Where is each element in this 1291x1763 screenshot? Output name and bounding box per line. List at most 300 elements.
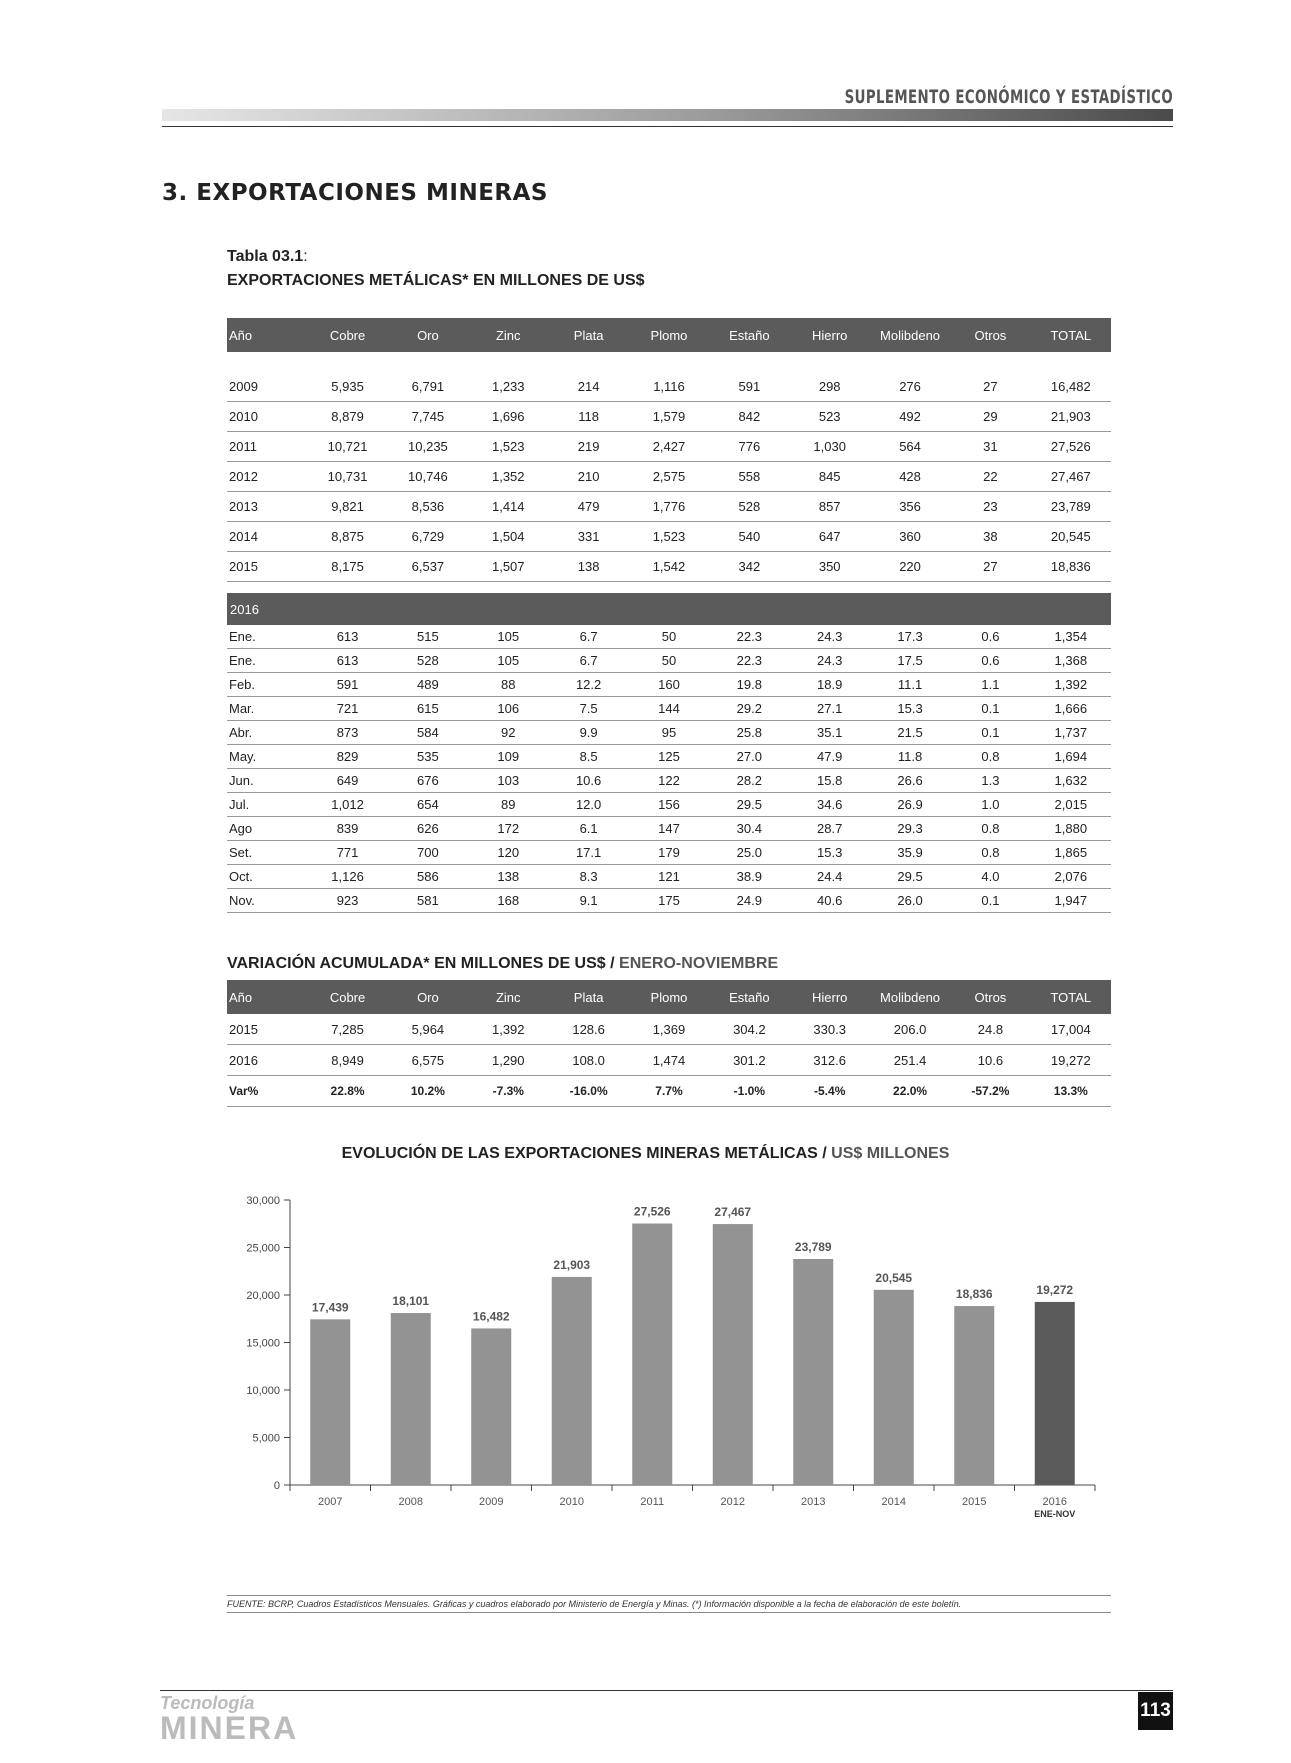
x-tick-label: 2011: [640, 1496, 665, 1508]
table-cell: 103: [468, 769, 548, 793]
table-cell: 2010: [227, 402, 307, 432]
exports-bar-chart: [0, 1180, 1291, 1540]
table-cell: 7.7%: [629, 1076, 709, 1107]
table-cell: 654: [388, 793, 468, 817]
table-cell: 923: [307, 889, 387, 913]
table-cell: 220: [870, 552, 950, 582]
table-cell: 120: [468, 841, 548, 865]
bar-value-label: 21,903: [553, 1257, 591, 1272]
table-cell: 106: [468, 697, 548, 721]
table-cell: 1,507: [468, 552, 548, 582]
table-cell: 2009: [227, 372, 307, 402]
table-cell: -57.2%: [950, 1076, 1030, 1107]
table-cell: 105: [468, 625, 548, 649]
table-cell: 15.3: [870, 697, 950, 721]
table-cell: 6.7: [548, 625, 628, 649]
table-row: [227, 817, 1111, 841]
table-cell: 27: [950, 372, 1030, 402]
table-row: [227, 649, 1111, 673]
table-cell: 31: [950, 432, 1030, 462]
table-cell: 2,427: [629, 432, 709, 462]
column-header: Año: [227, 318, 307, 352]
table-cell: 26.0: [870, 889, 950, 913]
table-cell: 10.6: [950, 1045, 1030, 1076]
table-cell: 1,392: [468, 1014, 548, 1045]
table-cell: 206.0: [870, 1014, 950, 1045]
table-cell: 845: [790, 462, 870, 492]
table-cell: 179: [629, 841, 709, 865]
y-tick-label: 25,000: [246, 1242, 280, 1255]
bar-value-label: 18,836: [955, 1287, 993, 1302]
spacer-row: [227, 352, 1111, 372]
y-tick-label: 5,000: [252, 1432, 280, 1445]
table-cell: 540: [709, 522, 789, 552]
variation-table: [227, 980, 1111, 1107]
brand-logo-line1: Tecnología: [160, 1693, 255, 1713]
table-cell: 8,175: [307, 552, 387, 582]
table-cell: 25.0: [709, 841, 789, 865]
table-cell: 214: [548, 372, 628, 402]
table-cell: 5,964: [388, 1014, 468, 1045]
column-header: Plomo: [629, 980, 709, 1014]
bar-value-label: 19,272: [1036, 1282, 1074, 1297]
table-cell: 22.3: [709, 625, 789, 649]
table-row: [227, 1045, 1111, 1076]
bar-value-label: 23,789: [794, 1240, 832, 1255]
table-row: [227, 432, 1111, 462]
variation-title-separator: /: [605, 955, 620, 972]
source-note: FUENTE: BCRP, Cuadros Estadísticos Mensuales. Gráficas y cuadros elaborado por Ministerio de Energía y Minas. (*) Información disponible a la fecha de elaboración de este boletín.: [227, 1595, 1111, 1613]
table-cell: 6,729: [388, 522, 468, 552]
table-cell: 776: [709, 432, 789, 462]
table-cell: May.: [227, 745, 307, 769]
table-cell: 1.1: [950, 673, 1030, 697]
bar: [713, 1224, 753, 1485]
table-cell: 25.8: [709, 721, 789, 745]
x-tick-label: 2008: [398, 1496, 423, 1508]
table-cell: 26.9: [870, 793, 950, 817]
table-cell: 1,354: [1031, 625, 1111, 649]
table-cell: -1.0%: [709, 1076, 789, 1107]
table-cell: 528: [709, 492, 789, 522]
table-cell: 304.2: [709, 1014, 789, 1045]
column-header: Cobre: [307, 318, 387, 352]
table-cell: 331: [548, 522, 628, 552]
table-cell: 1,030: [790, 432, 870, 462]
table-row: [227, 769, 1111, 793]
table-cell: 4.0: [950, 865, 1030, 889]
chart-title-main: EVOLUCIÓN DE LAS EXPORTACIONES MINERAS METÁLICAS: [341, 1145, 818, 1162]
table-cell: 24.3: [790, 649, 870, 673]
bar: [793, 1259, 833, 1485]
table-cell: 479: [548, 492, 628, 522]
table-cell: 28.2: [709, 769, 789, 793]
table-cell: -16.0%: [548, 1076, 628, 1107]
table-row: [227, 697, 1111, 721]
table-cell: 28.7: [790, 817, 870, 841]
table-cell: 301.2: [709, 1045, 789, 1076]
table-cell: 8,949: [307, 1045, 387, 1076]
spacer-cell: [227, 352, 1111, 372]
y-tick-label: 30,000: [246, 1195, 280, 1207]
table-row: [227, 625, 1111, 649]
table-row: [227, 793, 1111, 817]
table-cell: 24.4: [790, 865, 870, 889]
table-cell: 38: [950, 522, 1030, 552]
column-header: Plomo: [629, 318, 709, 352]
table-cell: 276: [870, 372, 950, 402]
column-header: Estaño: [709, 318, 789, 352]
table-cell: 2012: [227, 462, 307, 492]
table-cell: 29.5: [709, 793, 789, 817]
table-cell: 1,523: [468, 432, 548, 462]
table-row: [227, 402, 1111, 432]
table-cell: 564: [870, 432, 950, 462]
table-cell: 312.6: [790, 1045, 870, 1076]
table-cell: 121: [629, 865, 709, 889]
table-cell: 27: [950, 552, 1030, 582]
table-cell: 89: [468, 793, 548, 817]
table-cell: 168: [468, 889, 548, 913]
table-cell: Oct.: [227, 865, 307, 889]
bar-value-label: 27,526: [633, 1204, 671, 1219]
table-cell: 2,015: [1031, 793, 1111, 817]
table-cell: 0.6: [950, 625, 1030, 649]
table-cell: 6.1: [548, 817, 628, 841]
table-cell: 19,272: [1031, 1045, 1111, 1076]
bar-value-label: 17,439: [311, 1300, 349, 1315]
bar-value-label: 27,467: [714, 1205, 752, 1220]
table-cell: 842: [709, 402, 789, 432]
column-header: Otros: [950, 318, 1030, 352]
table-row: [227, 865, 1111, 889]
table-cell: 1,504: [468, 522, 548, 552]
header-gradient-bar: [162, 109, 1173, 121]
chart-title: [0, 1145, 1291, 1163]
table-cell: 7,745: [388, 402, 468, 432]
table-cell: 156: [629, 793, 709, 817]
table-cell: 50: [629, 649, 709, 673]
table-cell: 356: [870, 492, 950, 522]
table-cell: 528: [388, 649, 468, 673]
table-cell: 591: [307, 673, 387, 697]
table-cell: 138: [548, 552, 628, 582]
table-cell: 10,235: [388, 432, 468, 462]
table-row: [227, 889, 1111, 913]
y-tick-label: 15,000: [246, 1337, 280, 1350]
table-cell: 122: [629, 769, 709, 793]
table-row: [227, 372, 1111, 402]
table-cell: 626: [388, 817, 468, 841]
bar: [874, 1290, 914, 1485]
bar: [552, 1277, 592, 1485]
bar: [310, 1319, 350, 1485]
table-cell: 1,542: [629, 552, 709, 582]
table-cell: 360: [870, 522, 950, 552]
table-cell: 22: [950, 462, 1030, 492]
table-cell: 12.0: [548, 793, 628, 817]
table-cell: Var%: [227, 1076, 307, 1107]
x-tick-label: 2016: [1042, 1496, 1067, 1508]
variation-title-main: VARIACIÓN ACUMULADA* EN MILLONES DE US$: [227, 955, 606, 972]
table-cell: -5.4%: [790, 1076, 870, 1107]
table-cell: 1,116: [629, 372, 709, 402]
column-header: Estaño: [709, 980, 789, 1014]
table-cell: 30.4: [709, 817, 789, 841]
table-cell: 1,632: [1031, 769, 1111, 793]
table-cell: 676: [388, 769, 468, 793]
table-cell: 535: [388, 745, 468, 769]
table-cell: 22.3: [709, 649, 789, 673]
table-cell: 17.5: [870, 649, 950, 673]
table-cell: 649: [307, 769, 387, 793]
table-cell: 515: [388, 625, 468, 649]
table-cell: 2,076: [1031, 865, 1111, 889]
column-header: Oro: [388, 980, 468, 1014]
table-cell: 35.9: [870, 841, 950, 865]
table-cell: 558: [709, 462, 789, 492]
page-number: 113: [1138, 1692, 1173, 1730]
table-cell: 8,879: [307, 402, 387, 432]
table-cell: 9.9: [548, 721, 628, 745]
table-cell: 29.2: [709, 697, 789, 721]
table-cell: 1,523: [629, 522, 709, 552]
table-cell: 839: [307, 817, 387, 841]
table-cell: Ago: [227, 817, 307, 841]
table-cell: 1,012: [307, 793, 387, 817]
table-cell: 88: [468, 673, 548, 697]
table-cell: 50: [629, 625, 709, 649]
table-cell: 613: [307, 625, 387, 649]
table-cell: 6,537: [388, 552, 468, 582]
table-cell: 350: [790, 552, 870, 582]
column-header: Cobre: [307, 980, 387, 1014]
table-cell: 1,290: [468, 1045, 548, 1076]
column-header: Plata: [548, 980, 628, 1014]
table-cell: 1,368: [1031, 649, 1111, 673]
table-row: [227, 1076, 1111, 1107]
x-tick-label: 2012: [720, 1496, 745, 1508]
column-header: TOTAL: [1031, 980, 1111, 1014]
table-cell: 0.6: [950, 649, 1030, 673]
table-cell: 108.0: [548, 1045, 628, 1076]
footer-divider: [160, 1690, 1173, 1691]
table-cell: 1,414: [468, 492, 548, 522]
table-cell: 15.3: [790, 841, 870, 865]
x-tick-label: 2014: [881, 1496, 906, 1508]
brand-logo-line2: MINERA: [160, 1710, 299, 1746]
table-cell: 857: [790, 492, 870, 522]
table-cell: 1,392: [1031, 673, 1111, 697]
table-row: [227, 1014, 1111, 1045]
column-header: Hierro: [790, 318, 870, 352]
table-cell: 160: [629, 673, 709, 697]
table-caption: [227, 248, 645, 290]
table-cell: 615: [388, 697, 468, 721]
table-cell: 11.1: [870, 673, 950, 697]
table-cell: 27.1: [790, 697, 870, 721]
table-cell: 1,947: [1031, 889, 1111, 913]
table-cell: 0.1: [950, 721, 1030, 745]
table-row: [227, 841, 1111, 865]
table-cell: 2015: [227, 1014, 307, 1045]
table-cell: 2014: [227, 522, 307, 552]
table-cell: 251.4: [870, 1045, 950, 1076]
table-cell: 8,536: [388, 492, 468, 522]
table-cell: 147: [629, 817, 709, 841]
table-cell: 10.6: [548, 769, 628, 793]
table-cell: 873: [307, 721, 387, 745]
column-header: Oro: [388, 318, 468, 352]
table-cell: 26.6: [870, 769, 950, 793]
table-cell: 586: [388, 865, 468, 889]
table-cell: 5,935: [307, 372, 387, 402]
table-cell: 109: [468, 745, 548, 769]
table-cell: 6,575: [388, 1045, 468, 1076]
table-cell: 9,821: [307, 492, 387, 522]
table-cell: 219: [548, 432, 628, 462]
bar: [471, 1328, 511, 1485]
table-cell: 35.1: [790, 721, 870, 745]
supplement-title: SUPLEMENTO ECONÓMICO Y ESTADÍSTICO: [844, 86, 1173, 108]
table-cell: 0.1: [950, 697, 1030, 721]
table-cell: 92: [468, 721, 548, 745]
table-cell: 18,836: [1031, 552, 1111, 582]
table-cell: 298: [790, 372, 870, 402]
table-cell: 12.2: [548, 673, 628, 697]
table-cell: 144: [629, 697, 709, 721]
table-cell: 17,004: [1031, 1014, 1111, 1045]
table-cell: 138: [468, 865, 548, 889]
bar: [1035, 1302, 1075, 1485]
column-header: Otros: [950, 980, 1030, 1014]
table-cell: 523: [790, 402, 870, 432]
column-header: Plata: [548, 318, 628, 352]
variation-title-period: ENERO-NOVIEMBRE: [619, 955, 779, 972]
bar: [632, 1224, 672, 1485]
x-tick-label: 2009: [479, 1496, 504, 1508]
table-cell: 647: [790, 522, 870, 552]
table-cell: 175: [629, 889, 709, 913]
table-cell: 6,791: [388, 372, 468, 402]
table-cell: 2013: [227, 492, 307, 522]
table-cell: 581: [388, 889, 468, 913]
table-cell: 27,526: [1031, 432, 1111, 462]
table-cell: Ene.: [227, 649, 307, 673]
table-cell: 591: [709, 372, 789, 402]
table-cell: 11.8: [870, 745, 950, 769]
table-cell: 342: [709, 552, 789, 582]
table-cell: 2015: [227, 552, 307, 582]
y-tick-label: 10,000: [246, 1385, 280, 1397]
table-cell: 0.1: [950, 889, 1030, 913]
table-cell: 24.9: [709, 889, 789, 913]
table-cell: 10,731: [307, 462, 387, 492]
chart-title-unit: US$ MILLONES: [831, 1145, 950, 1162]
table-cell: 7,285: [307, 1014, 387, 1045]
bar-value-label: 16,482: [472, 1309, 510, 1324]
table-cell: 29.5: [870, 865, 950, 889]
table-cell: 38.9: [709, 865, 789, 889]
table-cell: 17.1: [548, 841, 628, 865]
table-cell: 13.3%: [1031, 1076, 1111, 1107]
table-cell: 8,875: [307, 522, 387, 552]
table-cell: Nov.: [227, 889, 307, 913]
table-cell: 428: [870, 462, 950, 492]
column-header: Zinc: [468, 980, 548, 1014]
table-cell: 771: [307, 841, 387, 865]
chart-title-separator: /: [817, 1145, 832, 1162]
table-cell: 24.3: [790, 625, 870, 649]
monthly-year-header: 2016: [227, 593, 1111, 625]
table-row: [227, 673, 1111, 697]
table-row: [227, 745, 1111, 769]
x-tick-sublabel: ENE-NOV: [1034, 1509, 1076, 1519]
table-cell: 210: [548, 462, 628, 492]
table-cell: 1,776: [629, 492, 709, 522]
table-row: [227, 721, 1111, 745]
x-tick-label: 2010: [559, 1496, 584, 1508]
table-cell: -7.3%: [468, 1076, 548, 1107]
table-cell: 8.3: [548, 865, 628, 889]
table-cell: 1,352: [468, 462, 548, 492]
table-cell: 128.6: [548, 1014, 628, 1045]
table-cell: 118: [548, 402, 628, 432]
table-cell: 29.3: [870, 817, 950, 841]
table-cell: 2016: [227, 1045, 307, 1076]
bar-value-label: 20,545: [875, 1270, 913, 1285]
variation-title: [227, 955, 778, 973]
table-cell: Mar.: [227, 697, 307, 721]
table-cell: Jul.: [227, 793, 307, 817]
x-tick-label: 2013: [801, 1496, 826, 1508]
table-cell: 27.0: [709, 745, 789, 769]
table-cell: 0.8: [950, 745, 1030, 769]
table-cell: 492: [870, 402, 950, 432]
table-cell: 829: [307, 745, 387, 769]
table-row: [227, 492, 1111, 522]
table-cell: 172: [468, 817, 548, 841]
table-cell: 10,746: [388, 462, 468, 492]
column-header: Año: [227, 980, 307, 1014]
annual-exports-table: [227, 318, 1111, 582]
table-cell: 21.5: [870, 721, 950, 745]
header-divider: [162, 126, 1173, 127]
table-cell: 6.7: [548, 649, 628, 673]
table-cell: 9.1: [548, 889, 628, 913]
table-cell: 22.0%: [870, 1076, 950, 1107]
table-cell: 105: [468, 649, 548, 673]
table-cell: 22.8%: [307, 1076, 387, 1107]
table-cell: 10.2%: [388, 1076, 468, 1107]
table-cell: 700: [388, 841, 468, 865]
table-cell: 1,666: [1031, 697, 1111, 721]
monthly-2016-table: [227, 593, 1111, 913]
table-cell: 1,696: [468, 402, 548, 432]
table-cell: 19.8: [709, 673, 789, 697]
table-cell: 47.9: [790, 745, 870, 769]
table-cell: 613: [307, 649, 387, 673]
table-label-colon: :: [303, 248, 308, 265]
table-cell: 20,545: [1031, 522, 1111, 552]
table-cell: 23,789: [1031, 492, 1111, 522]
table-cell: 1,865: [1031, 841, 1111, 865]
bar-value-label: 18,101: [392, 1294, 430, 1309]
column-header: Molibdeno: [870, 980, 950, 1014]
table-cell: 1,694: [1031, 745, 1111, 769]
table-cell: 2011: [227, 432, 307, 462]
table-cell: 95: [629, 721, 709, 745]
